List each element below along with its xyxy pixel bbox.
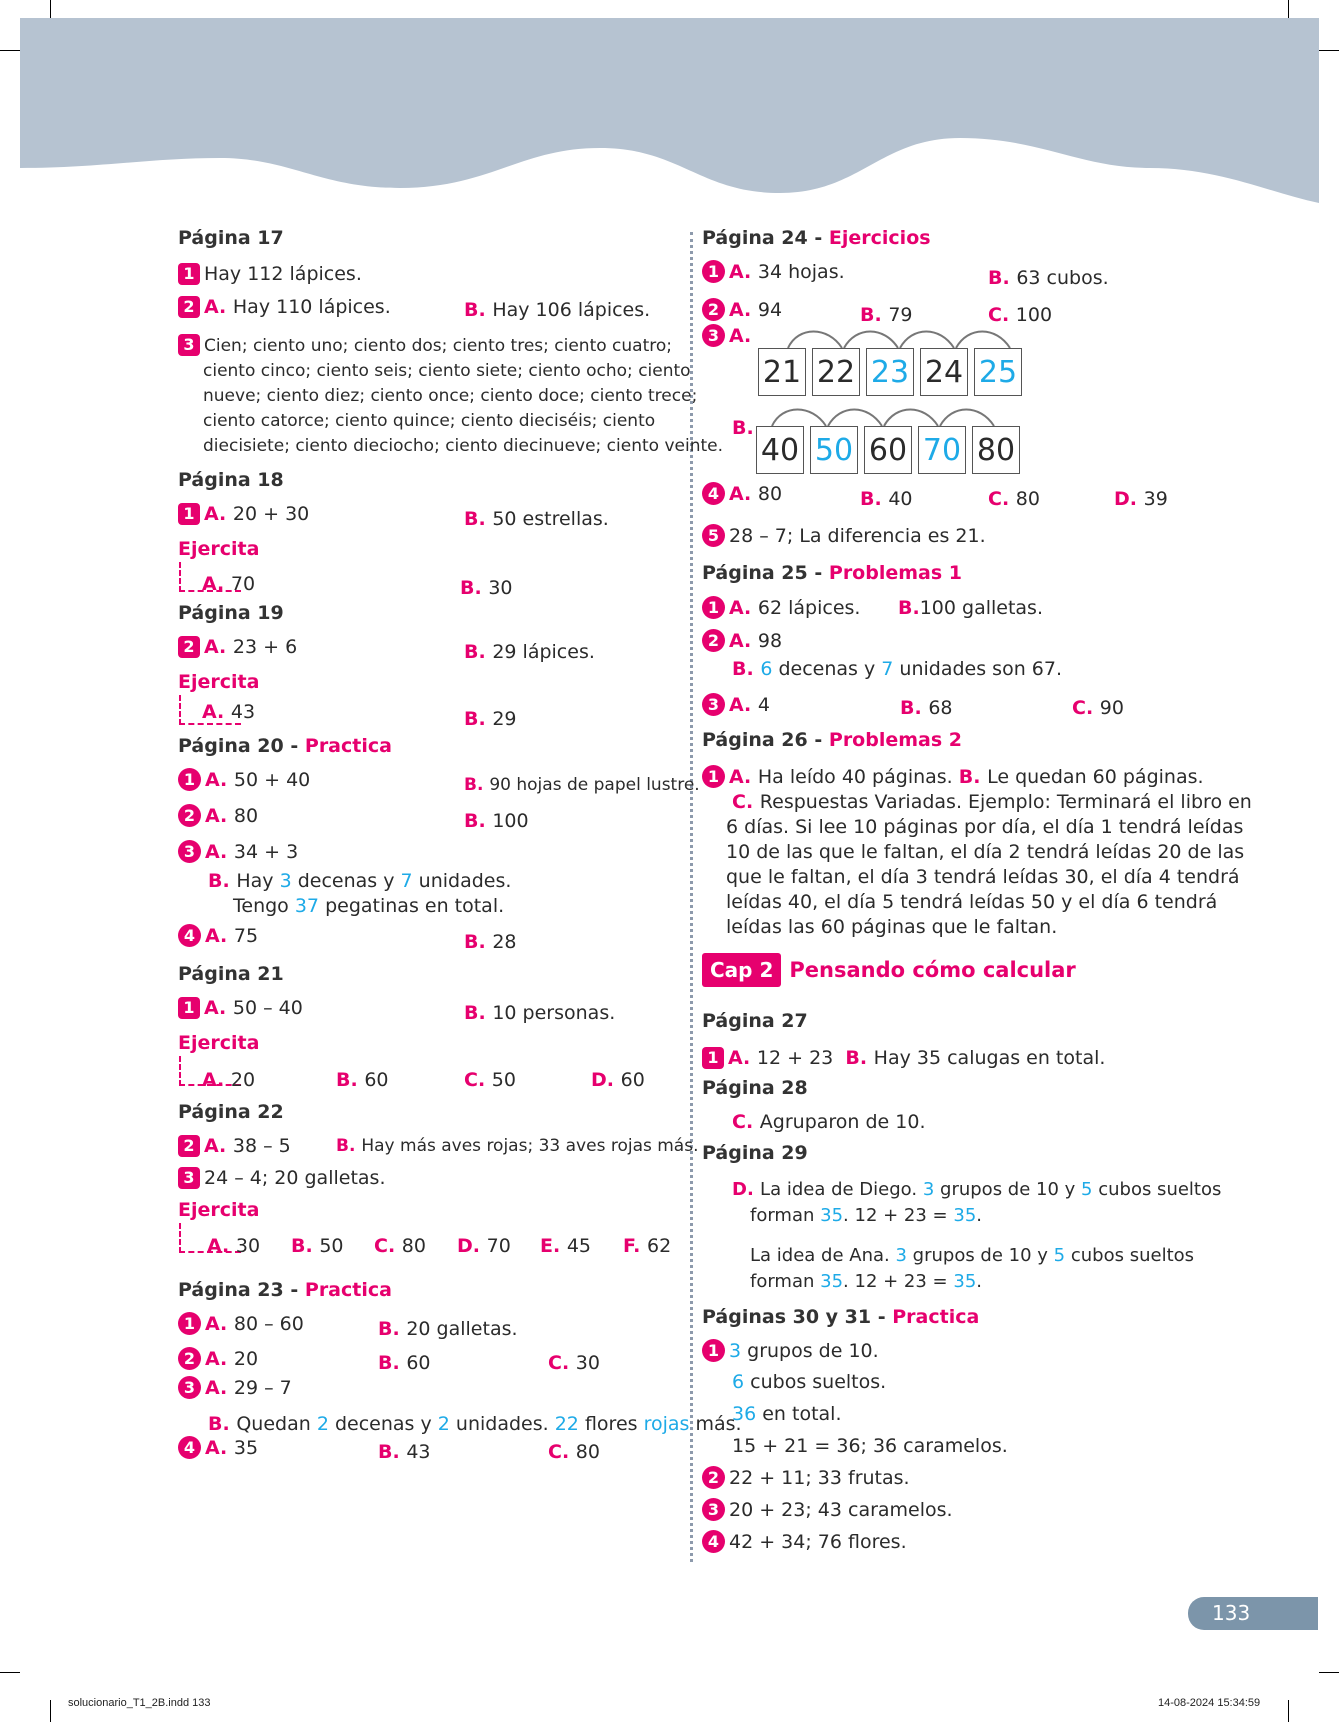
answer-1c-line: leídas las 60 páginas que le faltan. <box>726 916 1058 938</box>
answer-d: D. La idea de Diego. 3 grupos de 10 y 5 cubos sueltos <box>732 1179 1222 1200</box>
chapter-header <box>702 953 1076 987</box>
answer-1a: 1 A. 20 + 30 <box>178 502 309 526</box>
number-sequence-a <box>758 348 1028 396</box>
answer-1b: B.100 galletas. <box>898 597 1043 619</box>
answer-3-line: ciento catorce; ciento quince; ciento dieciséis; ciento <box>203 411 656 431</box>
answer-3b-label: B. <box>732 417 754 439</box>
answer-1a: 1 A. 80 – 60 <box>178 1312 304 1336</box>
answer-1b: B. 90 hojas de papel lustre. <box>464 775 700 795</box>
ejercita-d: D. 70 <box>457 1235 511 1257</box>
ejercita-f: F. 62 <box>623 1235 672 1257</box>
number-sequence-b <box>756 426 1026 474</box>
crop-mark <box>1319 50 1339 51</box>
answer-ana-line: forman 35. 12 + 23 = 35. <box>750 1271 983 1292</box>
sequence-card: 25 <box>974 348 1022 396</box>
answer-3-line: ciento cinco; ciento seis; ciento siete; ciento ocho; ciento <box>203 361 691 381</box>
sequence-card: 80 <box>972 426 1020 474</box>
answer-2b: B. 29 lápices. <box>464 641 595 663</box>
section-title: Página 22 <box>178 1101 284 1123</box>
answer-1c-line: 6 días. Si lee 10 páginas por día, el día 1 tendrá leídas <box>726 816 1244 838</box>
crop-mark <box>1288 0 1289 20</box>
sequence-card: 50 <box>810 426 858 474</box>
section-title: Página 25 - Problemas 1 <box>702 562 963 584</box>
answer-2c: C. 100 <box>988 304 1053 326</box>
answer-3b: B. Quedan 2 decenas y 2 unidades. 22 flores rojas más. <box>208 1413 742 1435</box>
ejercita-a: A. 30 <box>207 1235 261 1257</box>
answer-2c: C. 30 <box>548 1352 600 1374</box>
answer-1a: 1 A. 50 – 40 <box>178 996 303 1020</box>
ejercita-d: D. 60 <box>591 1069 645 1091</box>
ejercita-c: C. 50 <box>464 1069 516 1091</box>
answer-1c-line: que le faltan, el día 3 tendrá leídas 30, el día 4 tendrá <box>726 866 1240 888</box>
ejercita-b: B. 30 <box>460 577 513 599</box>
answer-4b: B. 43 <box>378 1441 431 1463</box>
section-title: Página 26 - Problemas 2 <box>702 729 963 751</box>
section-title: Página 17 <box>178 227 284 249</box>
answer-1a: 1 A. 34 hojas. <box>702 260 845 284</box>
answer-3: 3 Cien; ciento uno; ciento dos; ciento tres; ciento cuatro; <box>178 334 672 358</box>
ejercita-a: A. 43 <box>202 701 256 723</box>
sequence-b-arcs <box>768 402 1028 428</box>
answer-1c-line: leídas 40, el día 5 tendrá leídas 50 y el día 6 tendrá <box>726 891 1218 913</box>
section-title: Página 20 - Practica <box>178 735 392 757</box>
column-divider <box>690 232 693 1562</box>
answer-1a: 1 A. Ha leído 40 páginas. B. Le quedan 60 páginas. <box>702 765 1204 789</box>
answer-1c: C. Respuestas Variadas. Ejemplo: Terminará el libro en <box>732 791 1252 813</box>
crop-mark <box>0 50 20 51</box>
crop-mark <box>50 0 51 20</box>
section-title: Página 27 <box>702 1010 808 1032</box>
answer-1-line: 15 + 21 = 36; 36 caramelos. <box>732 1435 1008 1457</box>
answer-1a: 1 A. 62 lápices. <box>702 596 860 620</box>
answer-3a-label: 3 A. <box>702 324 751 348</box>
number-badge: 1 <box>178 263 200 285</box>
ejercita-a: A. 70 <box>202 573 256 595</box>
answer-ana: La idea de Ana. 3 grupos de 10 y 5 cubos sueltos <box>750 1245 1195 1266</box>
answer-2b: B. Hay más aves rojas; 33 aves rojas más. <box>336 1136 699 1156</box>
answer-1b: B. 20 galletas. <box>378 1318 518 1340</box>
crop-mark <box>1288 1700 1289 1722</box>
ejercita-b: B. 50 <box>291 1235 344 1257</box>
answer-1b: B. 63 cubos. <box>988 267 1109 289</box>
answer-3a: 3 A. 29 – 7 <box>178 1376 292 1400</box>
crop-mark <box>1319 1672 1339 1673</box>
answer-2: 2 22 + 11; 33 frutas. <box>702 1466 910 1490</box>
answer-2b: B. 6 decenas y 7 unidades son 67. <box>732 658 1062 680</box>
number-badge: 3 <box>178 334 200 356</box>
ejercita-label: Ejercita <box>178 671 260 693</box>
answer-4c: C. 80 <box>548 1441 600 1463</box>
answer-2b: B. 100 <box>464 810 529 832</box>
chapter-label: Cap 2 <box>702 953 781 987</box>
answer-3b-line: Tengo 37 pegatinas en total. <box>233 895 505 917</box>
footer-filename: solucionario_T1_2B.indd 133 <box>68 1697 211 1709</box>
sequence-card: 70 <box>918 426 966 474</box>
ejercita-c: C. 80 <box>374 1235 426 1257</box>
answer-2a: 2 A. Hay 110 lápices. <box>178 295 391 319</box>
sequence-a-arcs <box>784 324 1044 350</box>
answer-4d: D. 39 <box>1114 488 1168 510</box>
section-title: Página 24 - Ejercicios <box>702 227 931 249</box>
section-title: Página 29 <box>702 1142 808 1164</box>
footer-date: 14-08-2024 15:34:59 <box>1158 1697 1261 1709</box>
answer-1: 1 3 grupos de 10. <box>702 1339 879 1363</box>
answer-2b: B. Hay 106 lápices. <box>464 299 651 321</box>
answer-3a: 3 A. 4 <box>702 693 770 717</box>
section-title: Páginas 30 y 31 - Practica <box>702 1306 980 1328</box>
answer-1b: B. 50 estrellas. <box>464 508 609 530</box>
answer-2a: 2 A. 38 – 5 <box>178 1134 291 1158</box>
sequence-card: 24 <box>920 348 968 396</box>
answer-1-line: 6 cubos sueltos. <box>732 1371 887 1393</box>
sequence-card: 23 <box>866 348 914 396</box>
section-title: Página 19 <box>178 602 284 624</box>
answer-3b: B. Hay 3 decenas y 7 unidades. <box>208 870 512 892</box>
answer-4a: 4 A. 80 <box>702 482 782 506</box>
answer-c: C. Agruparon de 10. <box>732 1111 926 1133</box>
answer-1-line: 36 en total. <box>732 1403 842 1425</box>
ejercita-e: E. 45 <box>540 1235 591 1257</box>
answer-5: 5 28 – 7; La diferencia es 21. <box>702 524 986 548</box>
sequence-card: 60 <box>864 426 912 474</box>
section-title: Página 28 <box>702 1077 808 1099</box>
ejercita-b: B. 60 <box>336 1069 389 1091</box>
answer-3: 3 20 + 23; 43 caramelos. <box>702 1498 953 1522</box>
section-title: Página 18 <box>178 469 284 491</box>
ejercita-label: Ejercita <box>178 1032 260 1054</box>
number-badge: 2 <box>178 296 200 318</box>
ejercita-label: Ejercita <box>178 1199 260 1221</box>
answer-2b: B. 60 <box>378 1352 431 1374</box>
answer-4a: 4 A. 35 <box>178 1436 258 1460</box>
answer-4b: B. 40 <box>860 488 913 510</box>
answer-4: 4 42 + 34; 76 flores. <box>702 1530 907 1554</box>
answer-3c: C. 90 <box>1072 697 1124 719</box>
answer-2a: 2 A. 80 <box>178 804 258 828</box>
header-wave-banner <box>20 18 1319 218</box>
answer-4b: B. 28 <box>464 931 517 953</box>
answer-3: 3 24 – 4; 20 galletas. <box>178 1166 385 1190</box>
page-number: 133 <box>1188 1597 1318 1630</box>
answer-3-line: diecisiete; ciento dieciocho; ciento diecinueve; ciento veinte. <box>203 436 724 456</box>
answer-2a: 2 A. 23 + 6 <box>178 635 297 659</box>
section-title: Página 21 <box>178 963 284 985</box>
answer-1: 1 Hay 112 lápices. <box>178 262 362 286</box>
chapter-title: Pensando cómo calcular <box>789 958 1076 982</box>
answer-2a: 2 A. 98 <box>702 629 782 653</box>
answer-4a: 4 A. 75 <box>178 924 258 948</box>
answer-4c: C. 80 <box>988 488 1040 510</box>
crop-mark <box>0 1672 20 1673</box>
sequence-card: 21 <box>758 348 806 396</box>
sequence-card: 40 <box>756 426 804 474</box>
answer-d-line: forman 35. 12 + 23 = 35. <box>750 1205 983 1226</box>
section-title: Página 23 - Practica <box>178 1279 392 1301</box>
crop-mark <box>50 1700 51 1722</box>
answer-1c-line: 10 de las que le faltan, el día 2 tendrá leídas 20 de las <box>726 841 1245 863</box>
ejercita-label: Ejercita <box>178 538 260 560</box>
answer-3-line: nueve; ciento diez; ciento once; ciento doce; ciento trece; <box>203 386 698 406</box>
answer-1b: B. 10 personas. <box>464 1002 616 1024</box>
answer-2a: 2 A. 94 <box>702 298 782 322</box>
sequence-card: 22 <box>812 348 860 396</box>
answer-2b: B. 79 <box>860 304 913 326</box>
ejercita-a: A. 20 <box>202 1069 256 1091</box>
answer-1a: 1 A. 50 + 40 <box>178 768 310 792</box>
answer-3b: B. 68 <box>900 697 953 719</box>
answer-3a: 3 A. 34 + 3 <box>178 840 298 864</box>
ejercita-b: B. 29 <box>464 708 517 730</box>
answer-1: 1 A. 12 + 23 B. Hay 35 calugas en total. <box>702 1046 1105 1070</box>
answer-2a: 2 A. 20 <box>178 1347 258 1371</box>
